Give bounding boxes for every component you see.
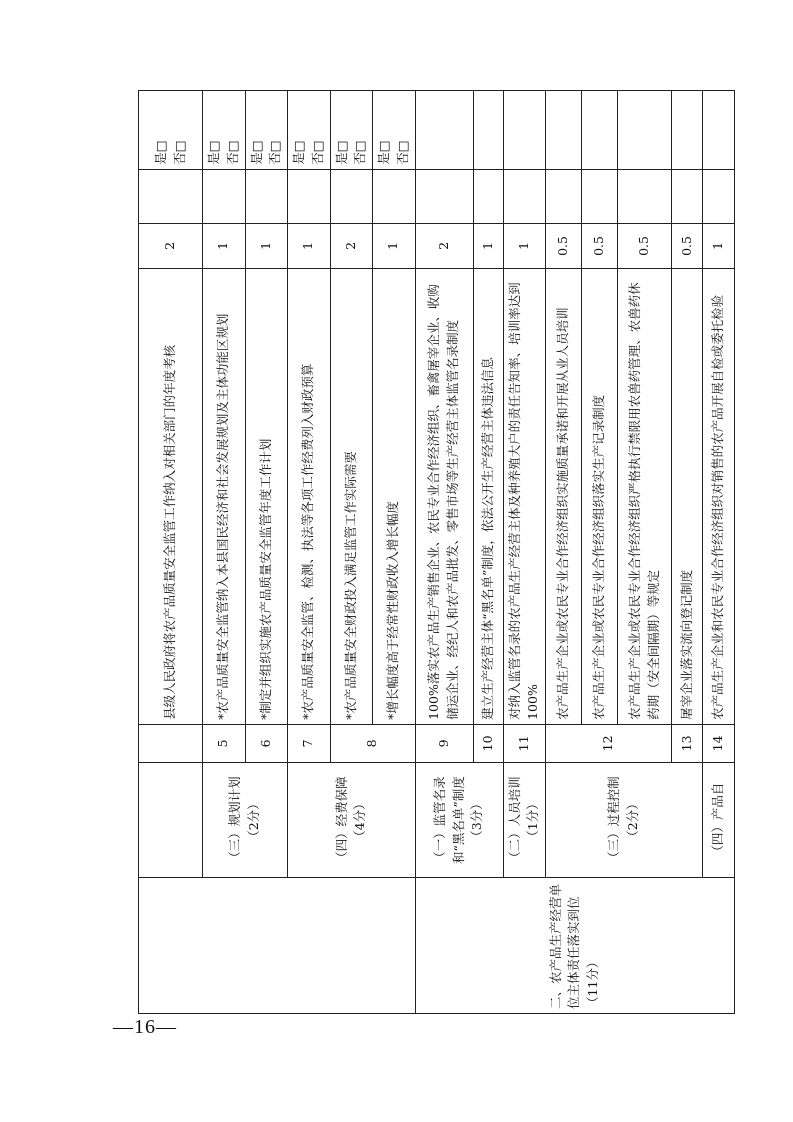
yes-no-checkbox[interactable] [373, 91, 416, 170]
item-number: 7 [288, 724, 331, 762]
item-number: 11 [503, 724, 546, 762]
subcategory-cell [203, 762, 288, 877]
assessment-cell [330, 169, 373, 223]
score-value: 1 [703, 224, 735, 269]
score-value: 1 [503, 224, 546, 269]
yes-option[interactable]: 是□ [152, 140, 168, 165]
no-option[interactable]: 否□ [352, 140, 368, 165]
subcategory-cell [546, 762, 703, 877]
subcategory-label: （一）监管名录和“黑名单”制度（3分） [431, 776, 485, 864]
score-value: 1 [473, 224, 503, 269]
yes-option[interactable]: 是□ [376, 140, 391, 165]
assessment-cell [473, 169, 503, 223]
requirement-text: 对纳入监管名录的农产品生产经营主体及种养殖大户的责任告知率、培训率达到100% [503, 268, 546, 724]
yes-no-cell [618, 91, 672, 170]
assessment-cell [703, 169, 735, 223]
assessment-cell [582, 169, 618, 223]
no-option[interactable]: 否□ [224, 140, 240, 165]
yes-no-checkbox[interactable] [288, 91, 331, 170]
requirement-text: 农产品生产企业和农民专业合作经济组织对销售的农产品开展自检或委托检验 [703, 268, 735, 724]
assessment-cell [245, 169, 288, 223]
requirement-text: 农产品生产企业或农民专业合作经济组织落实生产记录制度 [582, 268, 618, 724]
subcategory-cell [139, 762, 203, 877]
requirement-text: 农产品生产企业或农民专业合作经济组织实施质量承诺和开展从业人员培训 [546, 268, 582, 724]
table-row [139, 91, 203, 1014]
item-number: 12 [546, 724, 672, 762]
yes-no-checkbox[interactable] [139, 91, 203, 170]
subcategory-cell [415, 762, 503, 877]
assessment-cell [203, 169, 246, 223]
item-number: 6 [245, 724, 288, 762]
assessment-cell [618, 169, 672, 223]
yes-no-cell [703, 91, 735, 170]
subcategory-cell [703, 762, 735, 877]
requirement-text: *农产品质量安全监管、检测、执法等各项工作经费列入财政预算 [288, 268, 331, 724]
subcategory-cell [503, 762, 546, 877]
subcategory-label: （四）经费保障（4分） [333, 776, 368, 864]
requirement-text: *增长幅度高于经常性财政收入增长幅度 [373, 268, 416, 724]
score-value: 0.5 [672, 224, 703, 269]
score-value: 0.5 [546, 224, 582, 269]
requirement-text: 县级人民政府将农产品质量安全监管工作纳入对相关部门的年度考核 [139, 268, 203, 724]
assessment-cell [415, 169, 473, 223]
table-row [415, 91, 473, 1014]
yes-no-checkbox[interactable] [330, 91, 373, 170]
score-value: 1 [288, 224, 331, 269]
score-value: 2 [415, 224, 473, 269]
subcategory-label: （三）过程控制（2分） [606, 776, 640, 864]
no-option[interactable]: 否□ [309, 140, 325, 165]
requirement-text: 建立生产经营主体“黑名单”制度，依法公开生产经营主体违法信息 [473, 268, 503, 724]
item-number: 8 [330, 724, 415, 762]
item-number: 10 [473, 724, 503, 762]
category-cell [415, 878, 735, 1014]
item-number: 9 [415, 724, 473, 762]
yes-no-cell [582, 91, 618, 170]
requirement-text: 屠宰企业落实流向登记制度 [672, 268, 703, 724]
item-number: 13 [672, 724, 703, 762]
score-value: 2 [330, 224, 373, 269]
assessment-cell [288, 169, 331, 223]
yes-no-checkbox[interactable] [245, 91, 288, 170]
table-row [546, 91, 582, 1014]
table-row [203, 91, 246, 1014]
requirement-text: 100%落实农产品生产销售企业、农民专业合作经济组织、畜禽屠宰企业、收购储运企业、经纪人和农产品批发、零售市场等生产经营主体监管名录制度 [415, 268, 473, 724]
assessment-cell [373, 169, 416, 223]
score-value: 1 [373, 224, 416, 269]
requirement-text: *制定并组织实施农产品质量安全监管年度工作计划 [245, 268, 288, 724]
subcategory-label: （四）产品自 [710, 782, 726, 858]
subcategory-label: （二）人员培训（1分） [506, 776, 541, 864]
requirement-text: 农产品生产企业或农民专业合作经济组织严格执行禁限用农兽药管理、农兽药休药期（安全间隔期）等规定 [618, 268, 672, 724]
score-value: 1 [245, 224, 288, 269]
assessment-cell [503, 169, 546, 223]
assessment-cell [672, 169, 703, 223]
rotated-table-page [138, 90, 726, 1014]
category-cell [139, 878, 416, 1014]
yes-option[interactable]: 是□ [333, 140, 349, 165]
yes-no-cell [473, 91, 503, 170]
yes-no-cell [415, 91, 473, 170]
assessment-cell [139, 169, 203, 223]
no-option[interactable]: 否□ [171, 140, 187, 165]
item-number: 14 [703, 724, 735, 762]
no-option[interactable]: 否□ [267, 140, 283, 165]
page-number: —16— [113, 1016, 177, 1038]
evaluation-table [138, 90, 735, 1014]
score-value: 0.5 [618, 224, 672, 269]
score-value: 0.5 [582, 224, 618, 269]
item-number [139, 724, 203, 762]
yes-no-checkbox[interactable] [203, 91, 246, 170]
category-label: 二、农产品生产经营单位主体责任落实到位（11分） [547, 883, 601, 1009]
requirement-text: *农产品质量安全财政投入满足监管工作实际需要 [330, 268, 373, 724]
yes-no-cell [503, 91, 546, 170]
table-row [288, 91, 331, 1014]
subcategory-cell [288, 762, 416, 877]
requirement-text: *农产品质量安全监管纳入本县国民经济和社会发展规划及主体功能区规划 [203, 268, 246, 724]
table-row [703, 91, 735, 1014]
yes-option[interactable]: 是□ [291, 140, 306, 165]
score-value: 1 [203, 224, 246, 269]
score-value: 2 [139, 224, 203, 269]
subcategory-label: （三）规划计划（2分） [227, 776, 261, 864]
item-number: 5 [203, 724, 246, 762]
table-row [503, 91, 546, 1014]
no-option[interactable]: 否□ [394, 140, 410, 165]
yes-option[interactable]: 是□ [206, 140, 221, 165]
yes-no-cell [546, 91, 582, 170]
assessment-cell [546, 169, 582, 223]
yes-option[interactable]: 是□ [248, 140, 264, 165]
yes-no-cell [672, 91, 703, 170]
